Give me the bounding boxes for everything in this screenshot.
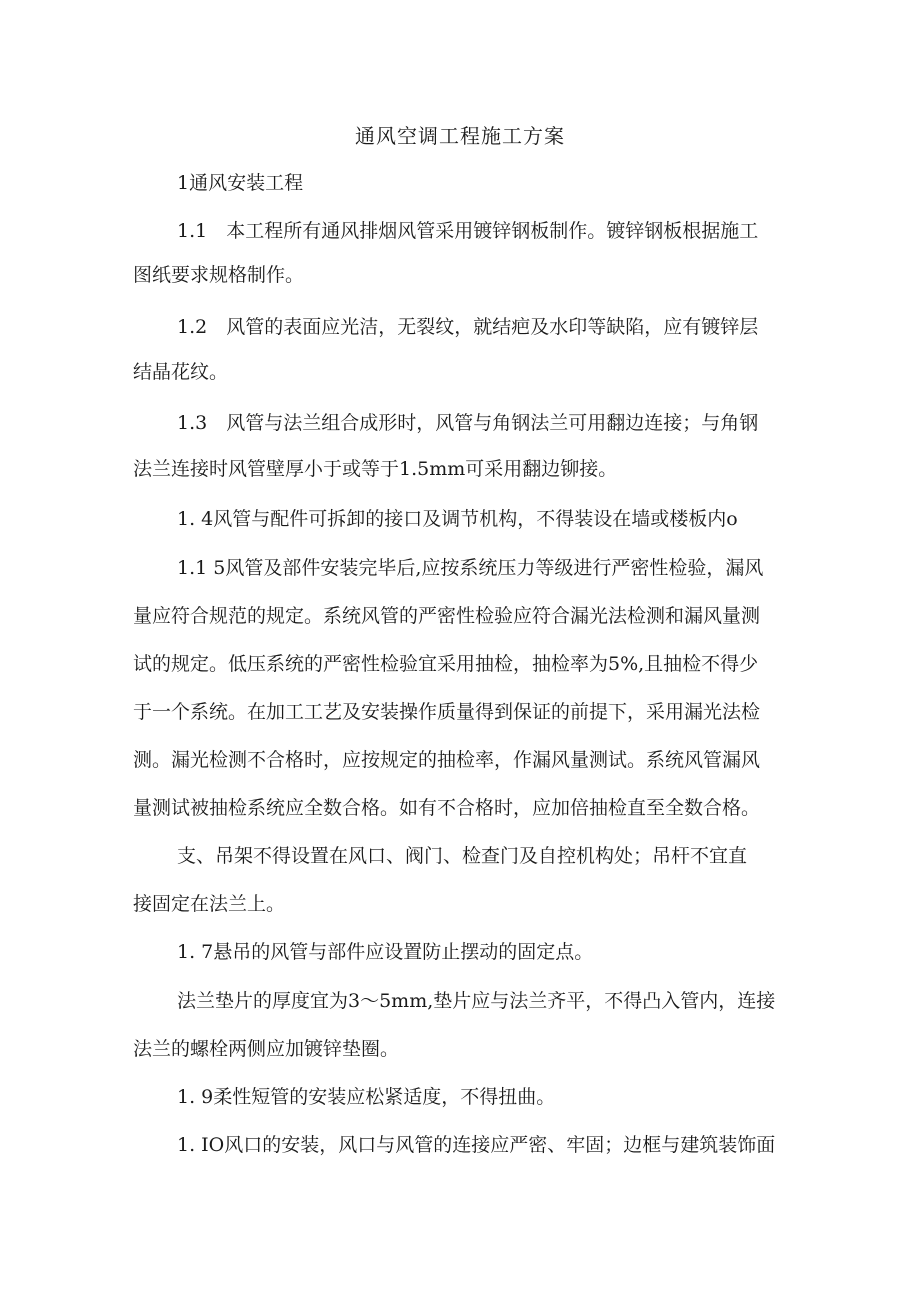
paragraph-line: 1.1 5风管及部件安装完毕后,应按系统压力等级进行严密性检验，漏风 [177, 557, 764, 579]
document-title: 通风空调工程施工方案 [355, 124, 565, 148]
paragraph-line: 法兰连接时风管壁厚小于或等于1.5mm可采用翻边铆接。 [133, 458, 618, 480]
paragraph-line: 量应符合规范的规定。系统风管的严密性检验应符合漏光法检测和漏风量测 [133, 605, 761, 627]
paragraph-line: 接固定在法兰上。 [133, 893, 286, 915]
paragraph-line: 1.1 本工程所有通风排烟风管采用镀锌钢板制作。镀锌钢板根据施工 [177, 220, 759, 242]
paragraph-line: 1. 7悬吊的风管与部件应设置防止摆动的固定点。 [177, 941, 594, 963]
paragraph-line: 1.3 风管与法兰组合成形时，风管与角钢法兰可用翻边连接；与角钢 [177, 412, 759, 434]
paragraph-line: 法兰的螺栓两侧应加镀锌垫圈。 [133, 1038, 400, 1060]
paragraph-line: 结晶花纹。 [133, 361, 229, 383]
paragraph-line: 图纸要求规格制作。 [133, 264, 305, 286]
paragraph-line: 于一个系统。在加工工艺及安装操作质量得到保证的前提下，采用漏光法检 [133, 701, 761, 723]
section-heading: 1通风安装工程 [177, 172, 304, 194]
paragraph-line: 1.2 风管的表面应光洁，无裂纹，就结疤及水印等缺陷，应有镀锌层 [177, 316, 759, 338]
paragraph-line: 1. IO风口的安装，风口与风管的连接应严密、牢固；边框与建筑装饰面 [177, 1134, 776, 1156]
paragraph-line: 测。漏光检测不合格时，应按规定的抽检率，作漏风量测试。系统风管漏风 [133, 749, 761, 771]
paragraph-line: 1. 4风管与配件可拆卸的接口及调节机构，不得装设在墙或楼板内o [177, 508, 738, 530]
paragraph-line: 试的规定。低压系统的严密性检验宜采用抽检，抽检率为5%,且抽检不得少 [133, 653, 759, 675]
paragraph-line: 量测试被抽检系统应全数合格。如有不合格时，应加倍抽检直至全数合格。 [133, 797, 761, 819]
paragraph-line: 法兰垫片的厚度宜为3〜5mm,垫片应与法兰齐平，不得凸入管内，连接 [177, 990, 776, 1012]
paragraph-line: 1. 9柔性短管的安装应松紧适度，不得扭曲。 [177, 1086, 556, 1108]
paragraph-line: 支、吊架不得设置在风口、阀门、检查门及自控机构处；吊杆不宜直 [177, 845, 748, 867]
